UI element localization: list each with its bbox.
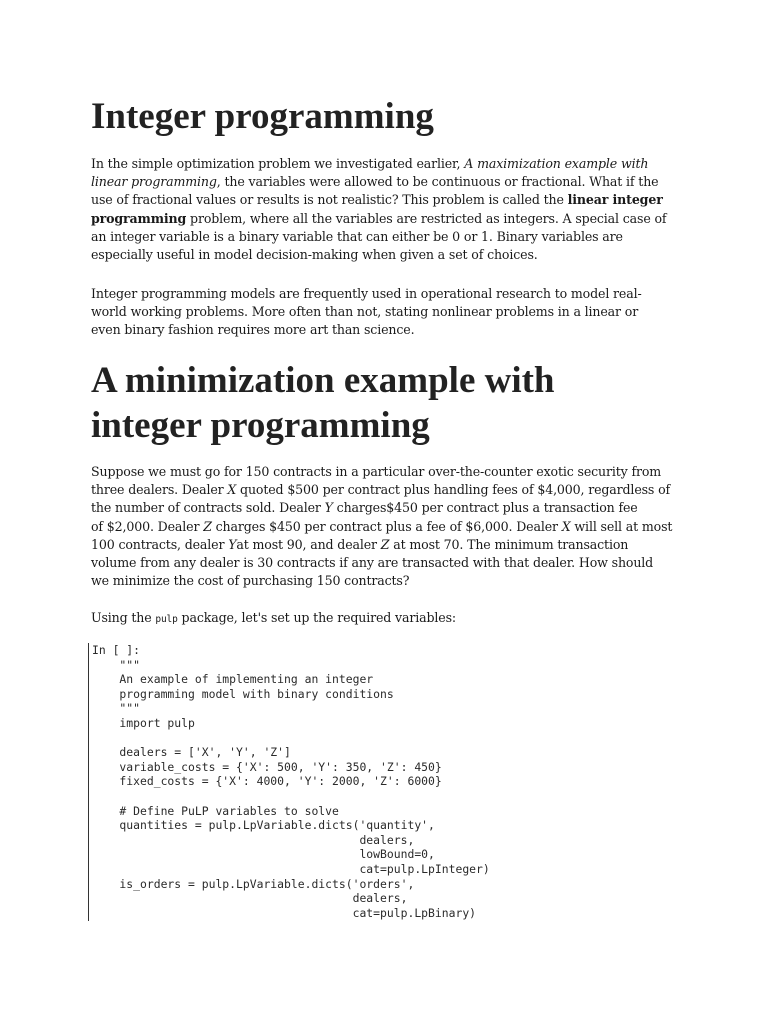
code-line: dealers = ['X', 'Y', 'Z'] xyxy=(92,745,291,760)
code-line: import pulp xyxy=(92,715,195,730)
term-programming: programming xyxy=(91,210,187,226)
text-line: programming problem, where all the variables are restricted as integers. A special case of xyxy=(91,210,667,226)
code-line: programming model with binary conditions xyxy=(92,686,394,701)
cross-reference-link: A maximization example with xyxy=(464,156,649,171)
code-line: dealers, xyxy=(92,832,415,847)
term-linear-integer: linear integer xyxy=(567,192,663,208)
text-line: Using the pulp package, let's set up the required variables: xyxy=(91,610,456,625)
text-line: In the simple optimization problem we investigated earlier, A maximization example with xyxy=(91,156,649,171)
text-line: Suppose we must go for 150 contracts in a particular over-the-counter exotic security from xyxy=(91,464,662,479)
text-line: use of fractional values or results is not realistic? This problem is called the linear integer xyxy=(91,192,663,208)
inline-code-pulp: pulp xyxy=(155,614,178,625)
text-line: 100 contracts, dealer Yat most 90, and dealer Z at most 70. The minimum transaction xyxy=(91,536,629,552)
cell-prompt: In [ ]: xyxy=(92,643,141,657)
text-line: we minimize the cost of purchasing 150 contracts? xyxy=(91,573,410,589)
text-line: three dealers. Dealer X quoted $500 per contract plus handling fees of $4,000, regardless of xyxy=(91,482,671,498)
code-line: """ xyxy=(92,657,141,672)
text-line: especially useful in model decision-making when given a set of choices. xyxy=(91,247,538,263)
text-line: of $2,000. Dealer Z charges $450 per contract plus a fee of $6,000. Dealer X will sell at most xyxy=(91,518,673,534)
paragraph-setup-intro xyxy=(91,609,681,629)
text-line: linear programming, the variables were allowed to be continuous or fractional. What if the xyxy=(91,174,659,190)
code-line: An example of implementing an integer xyxy=(92,672,374,687)
code-line: """ xyxy=(92,701,141,716)
paragraph-applications xyxy=(91,285,681,340)
code-line: cat=pulp.LpInteger) xyxy=(92,861,490,876)
code-cell[interactable] xyxy=(88,643,649,921)
text-line: even binary fashion requires more art than science. xyxy=(91,322,415,338)
cross-reference-link-cont: linear programming xyxy=(91,174,217,190)
text-line: world working problems. More often than not, stating nonlinear problems in a linear or xyxy=(91,304,639,320)
code-line: lowBound=0, xyxy=(92,847,435,862)
paragraph-intro xyxy=(91,155,681,264)
code-block xyxy=(92,643,490,920)
code-line: quantities = pulp.LpVariable.dicts('quantity', xyxy=(92,818,435,833)
text-line: volume from any dealer is 30 contracts if any are transacted with that dealer. How should xyxy=(91,555,654,571)
code-line: variable_costs = {'X': 500, 'Y': 350, 'Z': 450} xyxy=(92,759,442,774)
paragraph-problem-statement xyxy=(91,463,681,590)
code-line: # Define PuLP variables to solve xyxy=(92,803,339,818)
code-line: is_orders = pulp.LpVariable.dicts('orders', xyxy=(92,876,415,891)
heading-integer-programming: Integer programming xyxy=(91,96,434,137)
heading-minimization-example: A minimization example with integer programming xyxy=(91,360,555,446)
code-line: dealers, xyxy=(92,891,408,906)
code-line: cat=pulp.LpBinary) xyxy=(92,905,477,920)
text-line: Integer programming models are frequently used in operational research to model real- xyxy=(91,286,642,301)
code-line: fixed_costs = {'X': 4000, 'Y': 2000, 'Z': 6000} xyxy=(92,774,442,789)
code-line xyxy=(92,731,490,746)
text-line: the number of contracts sold. Dealer Y charges$450 per contract plus a transaction fee xyxy=(91,500,638,516)
code-line xyxy=(92,789,490,804)
text-line: an integer variable is a binary variable that can either be 0 or 1. Binary variables are xyxy=(91,228,623,244)
